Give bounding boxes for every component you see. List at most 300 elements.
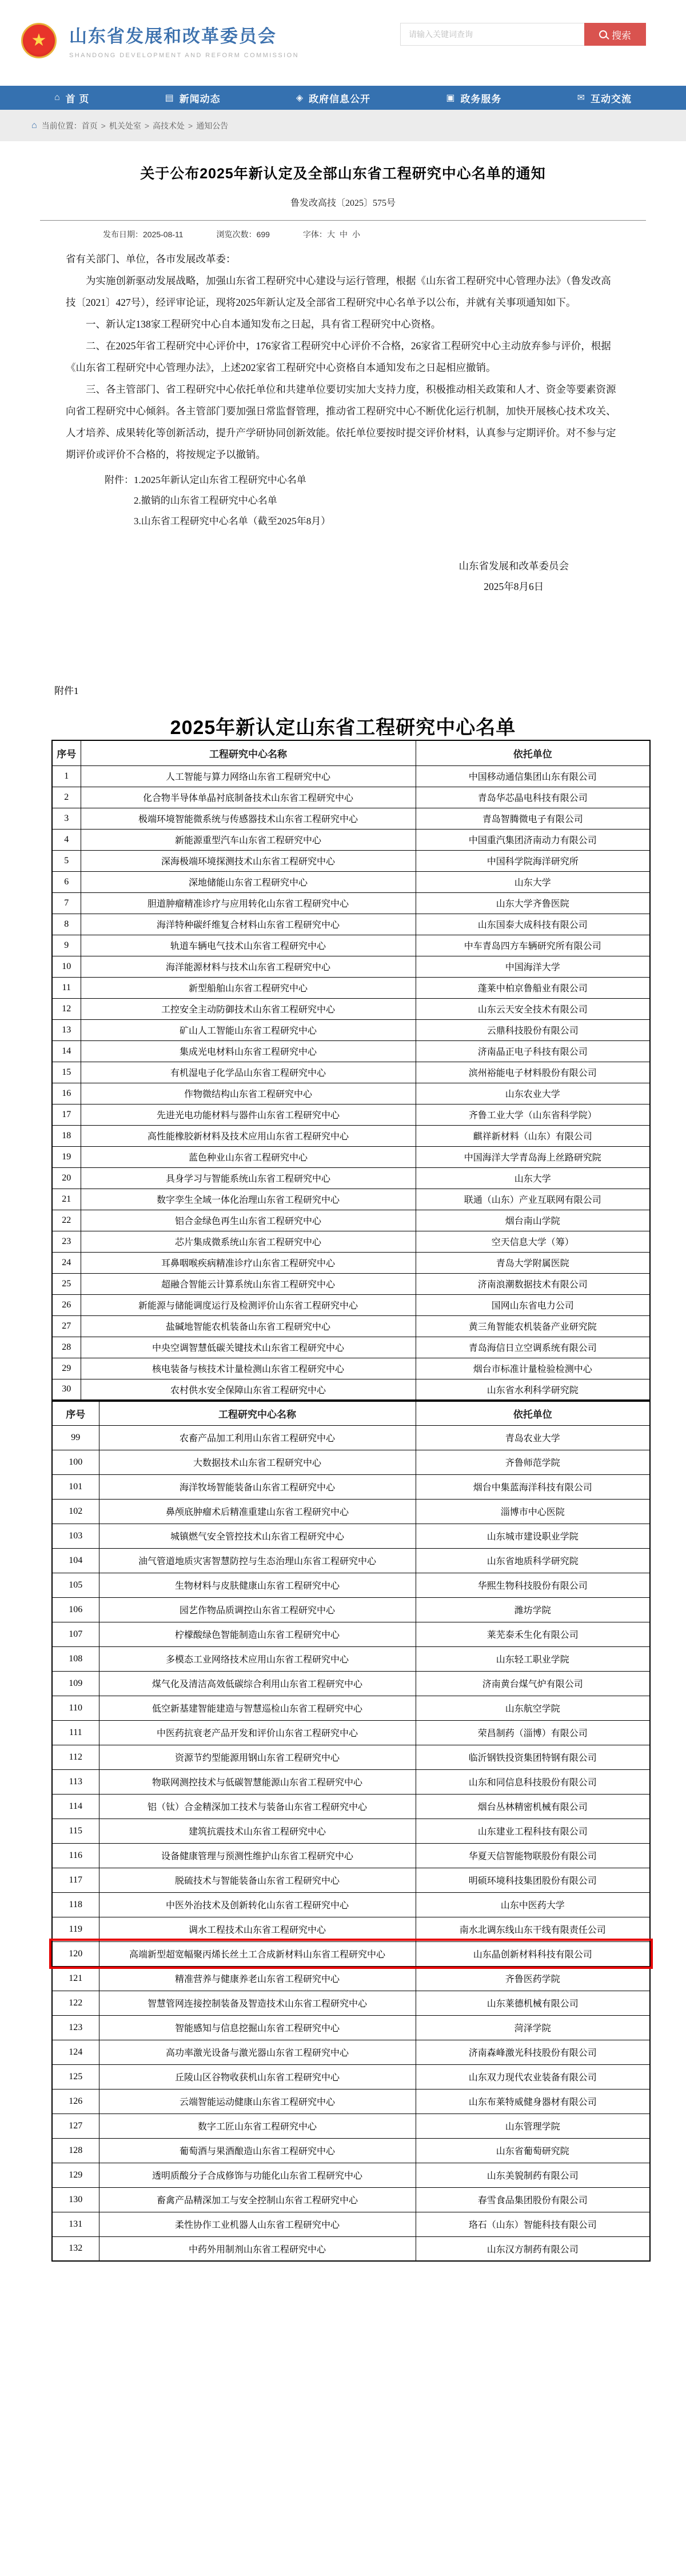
signature-org: 山东省发展和改革委员会 <box>458 560 569 572</box>
cell-org: 山东双力现代农业装备有限公司 <box>416 2064 650 2089</box>
table-row <box>52 871 650 892</box>
cell-center-name: 鼻颅底肿瘤术后精准重建山东省工程研究中心 <box>99 1499 416 1524</box>
table-row <box>52 2015 650 2040</box>
cell-center-name: 耳鼻咽喉疾病精准诊疗山东省工程研究中心 <box>81 1252 416 1273</box>
roster-table-part1 <box>51 740 651 1401</box>
table-row <box>52 1671 650 1696</box>
cell-org: 齐鲁医药学院 <box>416 1966 650 1991</box>
cell-center-name: 柔性协作工业机器人山东省工程研究中心 <box>99 2212 416 2236</box>
nav-interaction-icon: ✉ <box>577 93 585 103</box>
cell-org: 青岛大学附属医院 <box>416 1252 650 1273</box>
cell-no: 111 <box>52 1720 99 1745</box>
site-brand <box>21 22 299 59</box>
cell-no: 119 <box>52 1917 99 1941</box>
col-header-name: 工程研究中心名称 <box>99 1401 416 1425</box>
paragraph: 为实施创新驱动发展战略，加强山东省工程研究中心建设与运行管理，根据《山东省工程研究中心管理办法》（鲁发改高技〔2021〕427号），经评审论证，现将2025年新认定及全部省工程研究中心名单予以公布，并就有关事项通知如下。 <box>66 275 611 308</box>
main-nav <box>0 86 686 110</box>
cell-org: 山东大学 <box>416 871 650 892</box>
cell-center-name: 盐碱地智能农机装备山东省工程研究中心 <box>81 1315 416 1337</box>
cell-org: 烟台丛林精密机械有限公司 <box>416 1794 650 1819</box>
cell-no: 2 <box>52 787 81 808</box>
table-row <box>52 1892 650 1917</box>
cell-center-name: 中医药抗衰老产品开发和评价山东省工程研究中心 <box>99 1720 416 1745</box>
cell-center-name: 农畜产品加工利用山东省工程研究中心 <box>99 1425 416 1450</box>
cell-org: 青岛海信日立空调系统有限公司 <box>416 1337 650 1358</box>
cell-org: 山东省水利科学研究院 <box>416 1379 650 1400</box>
cell-org: 潍坊学院 <box>416 1597 650 1622</box>
cell-no: 99 <box>52 1425 99 1450</box>
table-row-highlighted <box>52 1941 650 1966</box>
cell-no: 114 <box>52 1794 99 1819</box>
cell-no: 101 <box>52 1474 99 1499</box>
table-header-row <box>52 1401 650 1425</box>
cell-no: 122 <box>52 1991 99 2015</box>
table-row <box>52 1499 650 1524</box>
table-row <box>52 1294 650 1315</box>
cell-center-name: 精准营养与健康养老山东省工程研究中心 <box>99 1966 416 1991</box>
cell-org: 蓬莱中柏京鲁船业有限公司 <box>416 977 650 998</box>
cell-no: 118 <box>52 1892 99 1917</box>
table-row <box>52 1337 650 1358</box>
font-size-switcher: 字体：大 中 小 <box>302 230 360 239</box>
cell-center-name: 超融合智能云计算系统山东省工程研究中心 <box>81 1273 416 1294</box>
table-row <box>52 1966 650 1991</box>
cell-org: 济南浪潮数据技术有限公司 <box>416 1273 650 1294</box>
cell-org: 齐鲁工业大学（山东省科学院） <box>416 1104 650 1125</box>
view-count: 浏览次数：699 <box>216 230 270 239</box>
breadcrumb-prefix: 当前位置： <box>41 121 82 130</box>
cell-org: 山东汉方制药有限公司 <box>416 2236 650 2261</box>
cell-center-name: 集成光电材料山东省工程研究中心 <box>81 1040 416 1062</box>
cell-center-name: 园艺作物品质调控山东省工程研究中心 <box>99 1597 416 1622</box>
cell-center-name: 多模态工业网络技术应用山东省工程研究中心 <box>99 1646 416 1671</box>
cell-org: 云鼎科技股份有限公司 <box>416 1019 650 1040</box>
cell-center-name: 轨道车辆电气技术山东省工程研究中心 <box>81 935 416 956</box>
cell-center-name: 核电装备与核技术计量检测山东省工程研究中心 <box>81 1358 416 1379</box>
cell-center-name: 物联网测控技术与低碳智慧能源山东省工程研究中心 <box>99 1769 416 1794</box>
nav-home-icon: ⌂ <box>54 93 61 102</box>
table-row <box>52 1843 650 1868</box>
table-row <box>52 1379 650 1400</box>
cell-no: 104 <box>52 1548 99 1573</box>
cell-center-name: 作物微结构山东省工程研究中心 <box>81 1083 416 1104</box>
cell-org: 南水北调东线山东干线有限责任公司 <box>416 1917 650 1941</box>
cell-center-name: 智慧管网连接控制装备及智造技术山东省工程研究中心 <box>99 1991 416 2015</box>
cell-center-name: 智能感知与信息挖掘山东省工程研究中心 <box>99 2015 416 2040</box>
cell-no: 12 <box>52 998 81 1019</box>
cell-org: 中国海洋大学 <box>416 956 650 977</box>
cell-org: 青岛华芯晶电科技有限公司 <box>416 787 650 808</box>
table-row <box>52 1622 650 1646</box>
nav-item-label: 政府信息公开 <box>309 93 371 105</box>
cell-center-name: 数字工匠山东省工程研究中心 <box>99 2114 416 2138</box>
table-row <box>52 2163 650 2187</box>
cell-org: 山东建业工程科技有限公司 <box>416 1819 650 1843</box>
cell-no: 25 <box>52 1273 81 1294</box>
cell-no: 24 <box>52 1252 81 1273</box>
table-row <box>52 850 650 871</box>
cell-center-name: 城镇燃气安全管控技术山东省工程研究中心 <box>99 1524 416 1548</box>
cell-center-name: 畜禽产品精深加工与安全控制山东省工程研究中心 <box>99 2187 416 2212</box>
cell-no: 116 <box>52 1843 99 1868</box>
cell-org: 国网山东省电力公司 <box>416 1294 650 1315</box>
cell-center-name: 胆道肿瘤精准诊疗与应用转化山东省工程研究中心 <box>81 892 416 914</box>
table-row <box>52 1425 650 1450</box>
table-row <box>52 1474 650 1499</box>
table-row <box>52 2114 650 2138</box>
cell-org: 中国重汽集团济南动力有限公司 <box>416 829 650 850</box>
cell-org: 济南晶正电子科技有限公司 <box>416 1040 650 1062</box>
cell-center-name: 海洋能源材料与技术山东省工程研究中心 <box>81 956 416 977</box>
cell-no: 124 <box>52 2040 99 2064</box>
cell-org: 华熙生物科技股份有限公司 <box>416 1573 650 1597</box>
cell-center-name: 新型船舶山东省工程研究中心 <box>81 977 416 998</box>
table-row <box>52 1104 650 1125</box>
breadcrumb-link[interactable]: 高技术处 <box>153 121 185 130</box>
cell-no: 130 <box>52 2187 99 2212</box>
cell-center-name: 调水工程技术山东省工程研究中心 <box>99 1917 416 1941</box>
font-size-link[interactable]: 中 <box>339 230 348 239</box>
breadcrumb-link[interactable]: 首页 <box>81 121 98 130</box>
cell-no: 115 <box>52 1819 99 1843</box>
table-row <box>52 1991 650 2015</box>
cell-no: 22 <box>52 1210 81 1231</box>
cell-center-name: 海洋牧场智能装备山东省工程研究中心 <box>99 1474 416 1499</box>
cell-center-name: 透明质酸分子合成修饰与功能化山东省工程研究中心 <box>99 2163 416 2187</box>
cell-no: 125 <box>52 2064 99 2089</box>
col-header-org: 依托单位 <box>416 1401 650 1425</box>
cell-org: 济南森峰激光科技股份有限公司 <box>416 2040 650 2064</box>
table-row <box>52 2064 650 2089</box>
cell-org: 山东晶创新材料科技有限公司 <box>416 1941 650 1966</box>
table-row <box>52 1252 650 1273</box>
table-row <box>52 977 650 998</box>
cell-no: 121 <box>52 1966 99 1991</box>
table-row <box>52 1548 650 1573</box>
cell-center-name: 农村供水安全保障山东省工程研究中心 <box>81 1379 416 1400</box>
cell-org: 山东云天安全技术有限公司 <box>416 998 650 1019</box>
page-bottom-spacer <box>0 2262 686 2308</box>
table-row <box>52 1917 650 1941</box>
national-emblem-icon: ★ <box>21 23 57 58</box>
cell-center-name: 深地储能山东省工程研究中心 <box>81 871 416 892</box>
table-row <box>52 1167 650 1189</box>
table-row <box>52 765 650 787</box>
cell-center-name: 脱硫技术与智能装备山东省工程研究中心 <box>99 1868 416 1892</box>
cell-no: 117 <box>52 1868 99 1892</box>
cell-no: 131 <box>52 2212 99 2236</box>
cell-org: 华夏天信智能物联股份有限公司 <box>416 1843 650 1868</box>
cell-center-name: 矿山人工智能山东省工程研究中心 <box>81 1019 416 1040</box>
cell-no: 129 <box>52 2163 99 2187</box>
cell-org: 山东轻工职业学院 <box>416 1646 650 1671</box>
table-row <box>52 2040 650 2064</box>
cell-center-name: 生物材料与皮肤健康山东省工程研究中心 <box>99 1573 416 1597</box>
cell-org: 山东和同信息科技股份有限公司 <box>416 1769 650 1794</box>
cell-center-name: 先进光电功能材料与器件山东省工程研究中心 <box>81 1104 416 1125</box>
table-row <box>52 1696 650 1720</box>
table-row <box>52 787 650 808</box>
table-row <box>52 1868 650 1892</box>
cell-org: 山东莱德机械有限公司 <box>416 1991 650 2015</box>
cell-no: 29 <box>52 1358 81 1379</box>
search-bar <box>400 23 646 46</box>
cell-no: 16 <box>52 1083 81 1104</box>
nav-item-interaction[interactable] <box>577 91 632 105</box>
cell-no: 10 <box>52 956 81 977</box>
table-row <box>52 1083 650 1104</box>
table-row <box>52 2212 650 2236</box>
paragraph: 二、在2025年省工程研究中心评价中，176家省工程研究中心评价不合格，26家省工程研究中心主动放弃参与评价，根据《山东省工程研究中心管理办法》，上述202家省工程研究中心资格自本通知发布之日起相应撤销。 <box>66 340 611 373</box>
cell-org: 山东大学 <box>416 1167 650 1189</box>
table-row <box>52 1062 650 1083</box>
cell-center-name: 设备健康管理与预测性维护山东省工程研究中心 <box>99 1843 416 1868</box>
table-row <box>52 1597 650 1622</box>
cell-org: 明硕环境科技集团股份有限公司 <box>416 1868 650 1892</box>
cell-center-name: 新能源重型汽车山东省工程研究中心 <box>81 829 416 850</box>
cell-no: 112 <box>52 1745 99 1769</box>
col-header-no: 序号 <box>52 740 81 765</box>
attachment1-label: 附件1 <box>54 685 79 696</box>
cell-no: 7 <box>52 892 81 914</box>
cell-org: 山东航空学院 <box>416 1696 650 1720</box>
cell-no: 3 <box>52 808 81 829</box>
table-row <box>52 998 650 1019</box>
cell-no: 19 <box>52 1146 81 1167</box>
signature-date: 2025年8月6日 <box>484 581 544 592</box>
nav-item-label: 政务服务 <box>460 93 502 105</box>
cell-no: 127 <box>52 2114 99 2138</box>
cell-center-name: 海洋特种碳纤维复合材料山东省工程研究中心 <box>81 914 416 935</box>
breadcrumb-link[interactable]: 机关处室 <box>109 121 141 130</box>
cell-no: 107 <box>52 1622 99 1646</box>
table-row <box>52 2187 650 2212</box>
cell-no: 132 <box>52 2236 99 2261</box>
cell-center-name: 煤气化及清洁高效低碳综合利用山东省工程研究中心 <box>99 1671 416 1696</box>
nav-news-icon: ▤ <box>165 93 174 103</box>
table-header-row <box>52 740 650 765</box>
cell-center-name: 资源节约型能源用钢山东省工程研究中心 <box>99 1745 416 1769</box>
cell-center-name: 柠檬酸绿色智能制造山东省工程研究中心 <box>99 1622 416 1646</box>
table-row <box>52 1125 650 1146</box>
cell-center-name: 云端智能运动健康山东省工程研究中心 <box>99 2089 416 2114</box>
table-row <box>52 829 650 850</box>
divider <box>40 220 646 221</box>
table-row <box>52 1146 650 1167</box>
cell-no: 5 <box>52 850 81 871</box>
table-row <box>52 1273 650 1294</box>
cell-no: 23 <box>52 1231 81 1252</box>
cell-org: 中国海洋大学青岛海上丝路研究院 <box>416 1146 650 1167</box>
cell-org: 联通（山东）产业互联网有限公司 <box>416 1189 650 1210</box>
nav-item-service[interactable] <box>446 91 501 105</box>
breadcrumb <box>0 110 686 141</box>
nav-info-disclosure-icon: ◈ <box>296 93 304 103</box>
cell-no: 14 <box>52 1040 81 1062</box>
paragraph: 三、各主管部门、省工程研究中心依托单位和共建单位要切实加大支持力度，积极推动相关政策和人才、资金等要素资源向省工程研究中心倾斜。各主管部门要加强日常监督管理，推动省工程研究中心不断优化运行机制，加快开展核心技术攻关、人才培养、成果转化等创新活动，提升产学研协同创新效能。依托单位要按时提交评价材料，认真参与定期评价。对不参与定期评价或评价不合格的，将按规定予以撤销。 <box>66 384 616 460</box>
cell-center-name: 中药外用制剂山东省工程研究中心 <box>99 2236 416 2261</box>
cell-no: 28 <box>52 1337 81 1358</box>
cell-no: 108 <box>52 1646 99 1671</box>
cell-org: 山东中医药大学 <box>416 1892 650 1917</box>
cell-no: 30 <box>52 1379 81 1400</box>
cell-no: 21 <box>52 1189 81 1210</box>
cell-org: 山东国泰大成科技有限公司 <box>416 914 650 935</box>
cell-org: 菏泽学院 <box>416 2015 650 2040</box>
cell-center-name: 有机湿电子化学品山东省工程研究中心 <box>81 1062 416 1083</box>
table-row <box>52 914 650 935</box>
cell-org: 临沂钢铁投资集团特钢有限公司 <box>416 1745 650 1769</box>
page-title: 关于公布2025年新认定及全部山东省工程研究中心名单的通知 <box>140 166 546 182</box>
cell-no: 110 <box>52 1696 99 1720</box>
cell-org: 莱芜泰禾生化有限公司 <box>416 1622 650 1646</box>
nav-item-label: 首 页 <box>65 93 90 105</box>
cell-no: 106 <box>52 1597 99 1622</box>
cell-center-name: 具身学习与智能系统山东省工程研究中心 <box>81 1167 416 1189</box>
cell-org: 淄博市中心医院 <box>416 1499 650 1524</box>
notice-article <box>0 141 686 597</box>
table-row <box>52 1720 650 1745</box>
cell-center-name: 葡萄酒与果酒酿造山东省工程研究中心 <box>99 2138 416 2163</box>
cell-no: 27 <box>52 1315 81 1337</box>
table-row <box>52 892 650 914</box>
cell-org: 荣昌制药（淄博）有限公司 <box>416 1720 650 1745</box>
cell-org: 烟台市标准计量检验检测中心 <box>416 1358 650 1379</box>
cell-no: 103 <box>52 1524 99 1548</box>
nav-service-icon: ▣ <box>446 93 456 103</box>
search-button[interactable]: 搜索 <box>584 23 646 46</box>
table-row <box>52 1189 650 1210</box>
cell-org: 中车青岛四方车辆研究所有限公司 <box>416 935 650 956</box>
cell-no: 17 <box>52 1104 81 1125</box>
table-row <box>52 2089 650 2114</box>
cell-center-name: 丘陵山区谷物收获机山东省工程研究中心 <box>99 2064 416 2089</box>
cell-org: 山东管理学院 <box>416 2114 650 2138</box>
nav-item-label: 互动交流 <box>591 93 632 105</box>
cell-center-name: 新能源与储能调度运行及检测评价山东省工程研究中心 <box>81 1294 416 1315</box>
cell-center-name: 油气管道地质灾害智慧防控与生态治理山东省工程研究中心 <box>99 1548 416 1573</box>
cell-center-name: 大数据技术山东省工程研究中心 <box>99 1450 416 1474</box>
site-title-en: SHANDONG DEVELOPMENT AND REFORM COMMISSION <box>69 52 299 59</box>
cell-org: 中国移动通信集团山东有限公司 <box>416 765 650 787</box>
table-row <box>52 1450 650 1474</box>
site-header <box>0 0 686 86</box>
cell-center-name: 人工智能与算力网络山东省工程研究中心 <box>81 765 416 787</box>
cell-center-name: 高端新型超宽幅聚丙烯长丝土工合成新材料山东省工程研究中心 <box>99 1941 416 1966</box>
cell-org: 麒祥新材料（山东）有限公司 <box>416 1125 650 1146</box>
nav-item-home[interactable] <box>54 91 89 105</box>
cell-center-name: 高性能橡胶新材料及技术应用山东省工程研究中心 <box>81 1125 416 1146</box>
font-size-link[interactable]: 小 <box>352 230 360 239</box>
table-row <box>52 2138 650 2163</box>
cell-org: 山东布莱特威健身器材有限公司 <box>416 2089 650 2114</box>
nav-item-info-disclosure[interactable] <box>296 91 370 105</box>
cell-no: 26 <box>52 1294 81 1315</box>
table-row <box>52 935 650 956</box>
cell-no: 4 <box>52 829 81 850</box>
cell-org: 黄三角智能农机装备产业研究院 <box>416 1315 650 1337</box>
cell-center-name: 低空新基建智能建造与智慧巡检山东省工程研究中心 <box>99 1696 416 1720</box>
nav-item-label: 新闻动态 <box>179 93 221 105</box>
cell-org: 空天信息大学（筹） <box>416 1231 650 1252</box>
cell-org: 烟台南山学院 <box>416 1210 650 1231</box>
cell-center-name: 铝合金绿色再生山东省工程研究中心 <box>81 1210 416 1231</box>
cell-org: 珞石（山东）智能科技有限公司 <box>416 2212 650 2236</box>
cell-no: 120 <box>52 1941 99 1966</box>
cell-center-name: 蓝色种业山东省工程研究中心 <box>81 1146 416 1167</box>
paragraph: 省有关部门、单位，各市发展改革委： <box>66 253 236 265</box>
cell-center-name: 化合物半导体单晶衬底制备技术山东省工程研究中心 <box>81 787 416 808</box>
cell-center-name: 数字孪生全域一体化治理山东省工程研究中心 <box>81 1189 416 1210</box>
col-header-name: 工程研究中心名称 <box>81 740 416 765</box>
cell-center-name: 铝（钛）合金精深加工技术与装备山东省工程研究中心 <box>99 1794 416 1819</box>
roster-table-part2 <box>51 1401 651 2262</box>
cell-no: 113 <box>52 1769 99 1794</box>
cell-org: 烟台中集蓝海洋科技有限公司 <box>416 1474 650 1499</box>
table-row <box>52 1019 650 1040</box>
table-row <box>52 1315 650 1337</box>
cell-center-name: 中医外治技术及创新转化山东省工程研究中心 <box>99 1892 416 1917</box>
cell-center-name: 中央空调智慧低碳关键技术山东省工程研究中心 <box>81 1337 416 1358</box>
cell-no: 105 <box>52 1573 99 1597</box>
cell-no: 102 <box>52 1499 99 1524</box>
cell-no: 6 <box>52 871 81 892</box>
cell-no: 20 <box>52 1167 81 1189</box>
breadcrumb-separator: > <box>188 121 193 130</box>
table-row <box>52 1210 650 1231</box>
cell-center-name: 工控安全主动防御技术山东省工程研究中心 <box>81 998 416 1019</box>
attachment-link[interactable]: 3.山东省工程研究中心名单（截至2025年8月） <box>134 516 331 527</box>
breadcrumb-separator: > <box>101 121 106 130</box>
site-title: 山东省发展和改革委员会 <box>69 26 277 46</box>
breadcrumb-link[interactable]: 通知公告 <box>196 121 229 130</box>
table-row <box>52 956 650 977</box>
table-row <box>52 2236 650 2261</box>
article-body <box>31 248 655 465</box>
cell-org: 山东大学齐鲁医院 <box>416 892 650 914</box>
table-row <box>52 808 650 829</box>
nav-item-news[interactable] <box>165 91 221 105</box>
cell-org: 山东省地质科学研究院 <box>416 1548 650 1573</box>
search-input[interactable] <box>400 23 584 46</box>
cell-org: 春雪食品集团股份有限公司 <box>416 2187 650 2212</box>
attachment-label: 附件： <box>105 474 134 485</box>
paragraph: 一、新认定138家工程研究中心自本通知发布之日起，具有省工程研究中心资格。 <box>86 318 441 330</box>
cell-org: 山东省葡萄研究院 <box>416 2138 650 2163</box>
attachment-link[interactable]: 1.2025年新认定山东省工程研究中心名单 <box>134 474 306 485</box>
cell-no: 15 <box>52 1062 81 1083</box>
table-row <box>52 1769 650 1794</box>
cell-org: 青岛农业大学 <box>416 1425 650 1450</box>
cell-no: 1 <box>52 765 81 787</box>
cell-org: 济南黄台煤气炉有限公司 <box>416 1671 650 1696</box>
cell-no: 13 <box>52 1019 81 1040</box>
cell-no: 128 <box>52 2138 99 2163</box>
attachment-link[interactable]: 2.撤销的山东省工程研究中心名单 <box>134 495 277 506</box>
publish-date: 发布日期：2025-08-11 <box>103 230 184 239</box>
document-number: 鲁发改高技〔2025〕575号 <box>290 198 396 208</box>
cell-center-name: 芯片集成微系统山东省工程研究中心 <box>81 1231 416 1252</box>
breadcrumb-separator: > <box>144 121 150 130</box>
cell-no: 126 <box>52 2089 99 2114</box>
cell-center-name: 深海极端环境探测技术山东省工程研究中心 <box>81 850 416 871</box>
attachments-block <box>31 470 655 532</box>
font-size-link[interactable]: 大 <box>326 230 335 239</box>
table-row <box>52 1745 650 1769</box>
cell-org: 山东美貌制药有限公司 <box>416 2163 650 2187</box>
cell-center-name: 极端环境智能微系统与传感器技术山东省工程研究中心 <box>81 808 416 829</box>
table-row <box>52 1231 650 1252</box>
